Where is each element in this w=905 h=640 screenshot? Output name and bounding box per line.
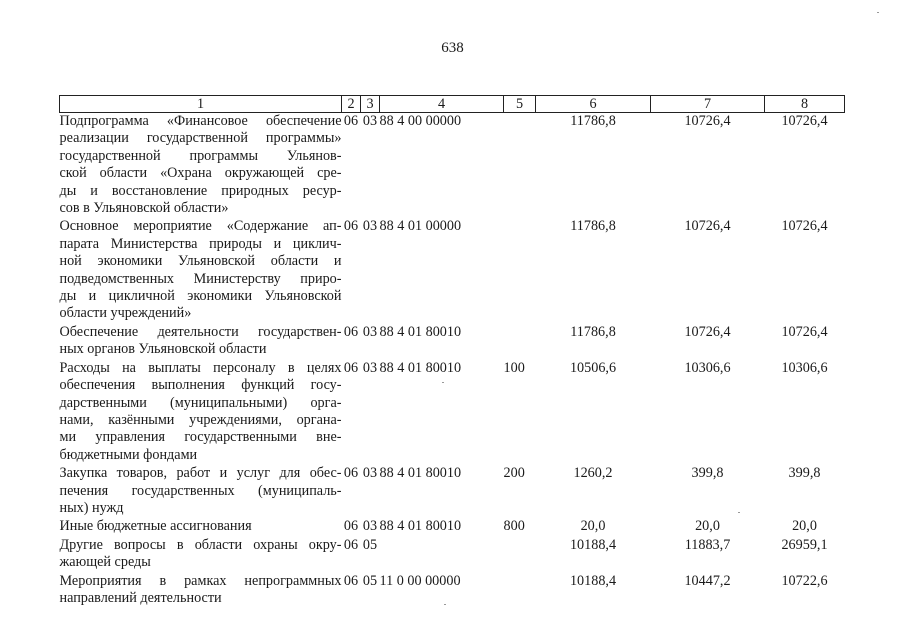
description-line: Подпрограмма «Финансовое обеспечение <box>59 113 342 129</box>
description-line: области учреждений» <box>59 305 192 322</box>
target-article-code: 88 4 01 00000 <box>379 218 462 235</box>
amount-col-7: 20,0 <box>695 518 720 535</box>
description-line: нами, казёнными учреждениями, органа- <box>59 411 342 428</box>
description-line: ных органов Ульяновской области <box>59 341 267 358</box>
table-row <box>60 324 845 360</box>
target-article-code: 88 4 00 00000 <box>379 113 462 129</box>
description-line: обеспечения выполнения функций госу- <box>59 377 342 394</box>
description-line: государственной программы Ульянов- <box>59 147 342 164</box>
amount-col-6: 10188,4 <box>569 536 617 553</box>
expense-type-code <box>504 218 536 323</box>
section-code: 06 <box>343 113 359 129</box>
row-description <box>60 218 342 323</box>
table-row <box>60 360 845 465</box>
table-row <box>60 465 845 518</box>
subsection-code: 03 <box>362 218 378 235</box>
target-article-code: 11 0 00 00000 <box>379 572 461 589</box>
column-header: 7 <box>651 96 765 113</box>
subsection-code: 03 <box>362 323 378 340</box>
description-line: парата Министерства природы и циклич- <box>59 235 342 252</box>
page-number: 638 <box>441 40 464 56</box>
description-line: ных) нужд <box>59 499 124 516</box>
subsection-code: 03 <box>362 465 378 482</box>
column-header: 3 <box>361 96 380 113</box>
description-line: ды и восстановление природных ресур- <box>59 182 342 199</box>
row-description <box>60 360 342 465</box>
scan-speck <box>444 604 446 605</box>
table-row <box>60 218 845 323</box>
amount-col-7: 399,8 <box>691 465 724 482</box>
amount-col-6: 1260,2 <box>573 465 613 482</box>
amount-col-6: 11786,8 <box>570 323 616 340</box>
amount-col-6: 10188,4 <box>569 572 617 589</box>
target-article-code: 88 4 01 80010 <box>379 323 462 340</box>
table-row <box>60 537 845 573</box>
description-line: дарственными (муниципальными) орга- <box>59 394 342 411</box>
target-article-code: 88 4 01 80010 <box>379 465 462 482</box>
table-row <box>60 573 845 609</box>
target-article-code <box>380 537 504 573</box>
description-line: Мероприятия в рамках непрограммных <box>59 572 342 589</box>
amount-col-7: 10726,4 <box>684 323 731 340</box>
column-header: 6 <box>536 96 651 113</box>
subsection-code: 03 <box>362 518 378 535</box>
amount-col-6: 10506,6 <box>569 359 617 376</box>
row-description <box>60 573 342 609</box>
amount-col-7: 10447,2 <box>684 572 731 589</box>
amount-col-6: 20,0 <box>580 518 606 535</box>
amount-col-8: 10726,4 <box>781 323 828 340</box>
column-header: 2 <box>342 96 361 113</box>
amount-col-7: 10726,4 <box>684 113 731 129</box>
description-line: ми управления государственными вне- <box>59 429 342 446</box>
amount-col-7: 11883,7 <box>684 536 731 553</box>
table-row <box>60 518 845 536</box>
expense-type-code: 800 <box>503 518 525 535</box>
description-line: Закупка товаров, работ и услуг для обес- <box>59 465 342 482</box>
description-line: реализации государственной программы» <box>59 130 342 147</box>
description-line: бюджетными фондами <box>59 446 198 463</box>
scan-speck <box>738 512 740 513</box>
description-line: Обеспечение деятельности государствен- <box>59 323 342 340</box>
row-description <box>60 113 342 219</box>
column-header: 1 <box>60 96 342 113</box>
subsection-code: 05 <box>362 536 378 553</box>
subsection-code: 05 <box>362 572 378 589</box>
amount-col-7: 10306,6 <box>684 359 731 376</box>
table-body <box>60 113 845 609</box>
description-line: ской области «Охрана окружающей сре- <box>59 165 342 182</box>
description-line: ной экономики Ульяновской области и <box>59 253 342 270</box>
expense-type-code <box>504 537 536 573</box>
description-line: Основное мероприятие «Содержание ап- <box>59 218 342 235</box>
description-line: Расходы на выплаты персоналу в целях <box>59 359 342 376</box>
subsection-code: 03 <box>362 113 378 129</box>
description-line: Иные бюджетные ассигнования <box>59 518 252 535</box>
section-code: 06 <box>343 518 359 535</box>
column-header: 8 <box>765 96 845 113</box>
row-description <box>60 537 342 573</box>
description-line: ды и цикличной экономики Ульяновской <box>59 288 342 305</box>
amount-col-8: 10726,4 <box>781 218 828 235</box>
budget-table <box>59 95 845 608</box>
amount-col-8: 10722,6 <box>781 572 828 589</box>
amount-col-8: 10306,6 <box>781 359 828 376</box>
row-description <box>60 324 342 360</box>
amount-col-8: 26959,1 <box>781 536 828 553</box>
column-header: 4 <box>380 96 504 113</box>
row-description <box>60 518 342 536</box>
description-line: подведомственных Министерству приро- <box>59 270 342 287</box>
amount-col-8: 399,8 <box>788 465 821 482</box>
section-code: 06 <box>343 465 359 482</box>
description-line: жающей среды <box>59 554 151 571</box>
expense-type-code <box>504 113 536 219</box>
header-row <box>60 96 845 113</box>
column-header: 5 <box>504 96 536 113</box>
section-code: 06 <box>343 323 359 340</box>
subsection-code: 03 <box>362 359 378 376</box>
scan-speck <box>877 12 879 13</box>
section-code: 06 <box>343 572 359 589</box>
description-line: сов в Ульяновской области» <box>59 200 229 217</box>
expense-type-code: 100 <box>503 359 525 376</box>
amount-col-7: 10726,4 <box>684 218 731 235</box>
target-article-code: 88 4 01 80010 <box>379 518 462 535</box>
row-description <box>60 465 342 518</box>
description-line: направлений деятельности <box>59 589 222 606</box>
section-code: 06 <box>343 218 359 235</box>
amount-col-6: 11786,8 <box>570 218 616 235</box>
description-line: Другие вопросы в области охраны окру- <box>59 536 342 553</box>
amount-col-8: 20,0 <box>792 518 817 535</box>
target-article-code: 88 4 01 80010 <box>379 359 462 376</box>
amount-col-8: 10726,4 <box>781 113 828 129</box>
section-code: 06 <box>343 359 359 376</box>
expense-type-code: 200 <box>503 465 525 482</box>
table-row <box>60 113 845 219</box>
scan-speck <box>442 382 444 383</box>
description-line: печения государственных (муниципаль- <box>59 482 342 499</box>
amount-col-6: 11786,8 <box>570 113 616 129</box>
section-code: 06 <box>343 536 359 553</box>
expense-type-code <box>504 573 536 609</box>
expense-type-code <box>504 324 536 360</box>
